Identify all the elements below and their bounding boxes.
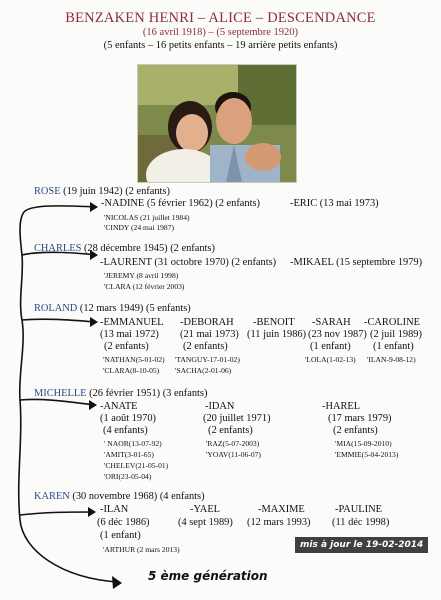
grandchild-name: -PAULINE: [335, 504, 382, 515]
grandchild-name: -SARAH: [312, 317, 351, 328]
grandchild-kids: (1 enfant): [100, 530, 141, 541]
great-grandchild-entry: 'EMMIE(5-04-2013): [335, 450, 399, 459]
great-grandchild-entry: 'ILAN-9-08-12): [367, 355, 416, 364]
branch-charles: [34, 243, 215, 254]
grandchild-date: (1 août 1970): [100, 413, 156, 424]
great-grandchild-entry: 'MIA(15-09-2010): [335, 439, 392, 448]
child-info: (19 juin 1942) (2 enfants): [63, 186, 170, 197]
arrow-head: [90, 202, 98, 212]
grandchild-date: (20 juillet 1971): [203, 413, 271, 424]
great-grandchild-entry: 'AMIT(3-01-65): [104, 450, 154, 459]
grandchild-name: -MAXIME: [258, 504, 305, 515]
grandchild-kids: (4 enfants): [103, 425, 148, 436]
grandchild-date: (17 mars 1979): [328, 413, 392, 424]
child-name: MICHELLE: [34, 388, 87, 399]
branch-rose: [34, 186, 170, 197]
grandchild-kids: (1 enfant): [310, 341, 351, 352]
grandchild-date: (21 mai 1973): [180, 329, 239, 340]
grandchild-name: -CAROLINE: [364, 317, 420, 328]
grandchild-entry: -MIKAEL (15 septembre 1979): [290, 257, 423, 268]
update-stamp: mis à jour le 19-02-2014: [295, 537, 428, 553]
great-grandchild-entry: 'CLARA (12 février 2003): [104, 282, 185, 291]
great-grandchild-entry: 'LOLA(1-02-13): [305, 355, 356, 364]
grandchild-date: (11 déc 1998): [332, 517, 390, 528]
great-grandchild-entry: ' NAOR(13-07-92): [104, 439, 162, 448]
child-info: (28 décembre 1945) (2 enfants): [83, 243, 215, 254]
arrow-head: [90, 317, 98, 327]
grandchild-date: (6 déc 1986): [97, 517, 150, 528]
grandchild-date: (11 juin 1986): [247, 329, 307, 340]
child-name: KAREN: [34, 491, 70, 502]
branch-michelle: [34, 388, 207, 399]
grandchild-kids: (2 enfants): [104, 341, 149, 352]
grandchild-kids: (2 enfants): [208, 425, 253, 436]
child-info: (12 mars 1949) (5 enfants): [79, 303, 191, 314]
great-grandchild-entry: 'NICOLAS (21 juillet 1984): [104, 213, 190, 222]
great-grandchild-entry: 'SACHA(2-01-06): [175, 366, 232, 375]
page-title: BENZAKEN HENRI – ALICE – DESCENDANCE: [65, 10, 376, 26]
grandchild-entry: -LAURENT (31 octobre 1970) (2 enfants): [100, 257, 277, 268]
grandchild-date: (2 juil 1989): [370, 329, 422, 340]
grandchild-entry: -ERIC (13 mai 1973): [290, 198, 379, 209]
grandchild-name: -DEBORAH: [180, 317, 234, 328]
grandchild-kids: (1 enfant): [373, 341, 414, 352]
grandchild-kids: (2 enfants): [333, 425, 378, 436]
great-grandchild-entry: 'CINDY (24 mai 1987): [104, 223, 175, 232]
ancestor-dates: (16 avril 1918) – (5 septembre 1920): [142, 27, 299, 38]
branch-karen: [34, 491, 205, 502]
grandchild-kids: (2 enfants): [183, 341, 228, 352]
great-grandchild-entry: 'TANGUY-17-01-02): [175, 355, 240, 364]
great-grandchild-entry: 'CHELEV(21-05-01): [104, 461, 169, 470]
child-info: (30 novembre 1968) (4 enfants): [72, 491, 205, 502]
grandchild-name: -IDAN: [205, 401, 235, 412]
grandchild-name: -BENOIT: [253, 317, 295, 328]
child-name: ROLAND: [34, 303, 78, 314]
great-grandchild-entry: 'CLARA(8-10-05): [103, 366, 160, 375]
grandchild-date: (23 nov 1987): [308, 329, 367, 340]
great-grandchild-entry: 'JEREMY (8 avril 1998): [104, 271, 179, 280]
child-name: CHARLES: [34, 243, 82, 254]
great-grandchild-entry: 'ORI(23-05-04): [104, 472, 152, 481]
grandchild-name: -ANATE: [100, 401, 138, 412]
generation-label: 5 ème génération: [148, 569, 268, 583]
child-info: (26 février 1951) (3 enfants): [89, 388, 208, 399]
grandchild-name: -EMMANUEL: [100, 317, 164, 328]
grandchild-date: (13 mai 1972): [100, 329, 159, 340]
great-grandchild-entry: 'NATHAN(5-01-02): [103, 355, 165, 364]
great-grandchild-entry: 'ARTHUR (2 mars 2013): [103, 545, 180, 554]
grandchild-name: -ILAN: [100, 504, 129, 515]
great-grandchild-entry: 'YOAV(11-06-07): [206, 450, 261, 459]
child-name: ROSE: [34, 186, 61, 197]
branch-roland: [34, 303, 191, 314]
arrow-head: [89, 400, 97, 410]
grandchild-entry: -NADINE (5 février 1962) (2 enfants): [101, 198, 260, 209]
great-grandchild-entry: 'RAZ(5-07-2003): [206, 439, 260, 448]
arrow-head: [88, 507, 96, 517]
grandchild-name: -HAREL: [322, 401, 361, 412]
grandchild-name: -YAEL: [190, 504, 221, 515]
grandchild-date: (4 sept 1989): [178, 517, 233, 528]
grandchild-date: (12 mars 1993): [247, 517, 311, 528]
arrow-head: [112, 576, 122, 589]
descendant-counts: (5 enfants – 16 petits enfants – 19 arrière petits enfants): [103, 40, 338, 51]
